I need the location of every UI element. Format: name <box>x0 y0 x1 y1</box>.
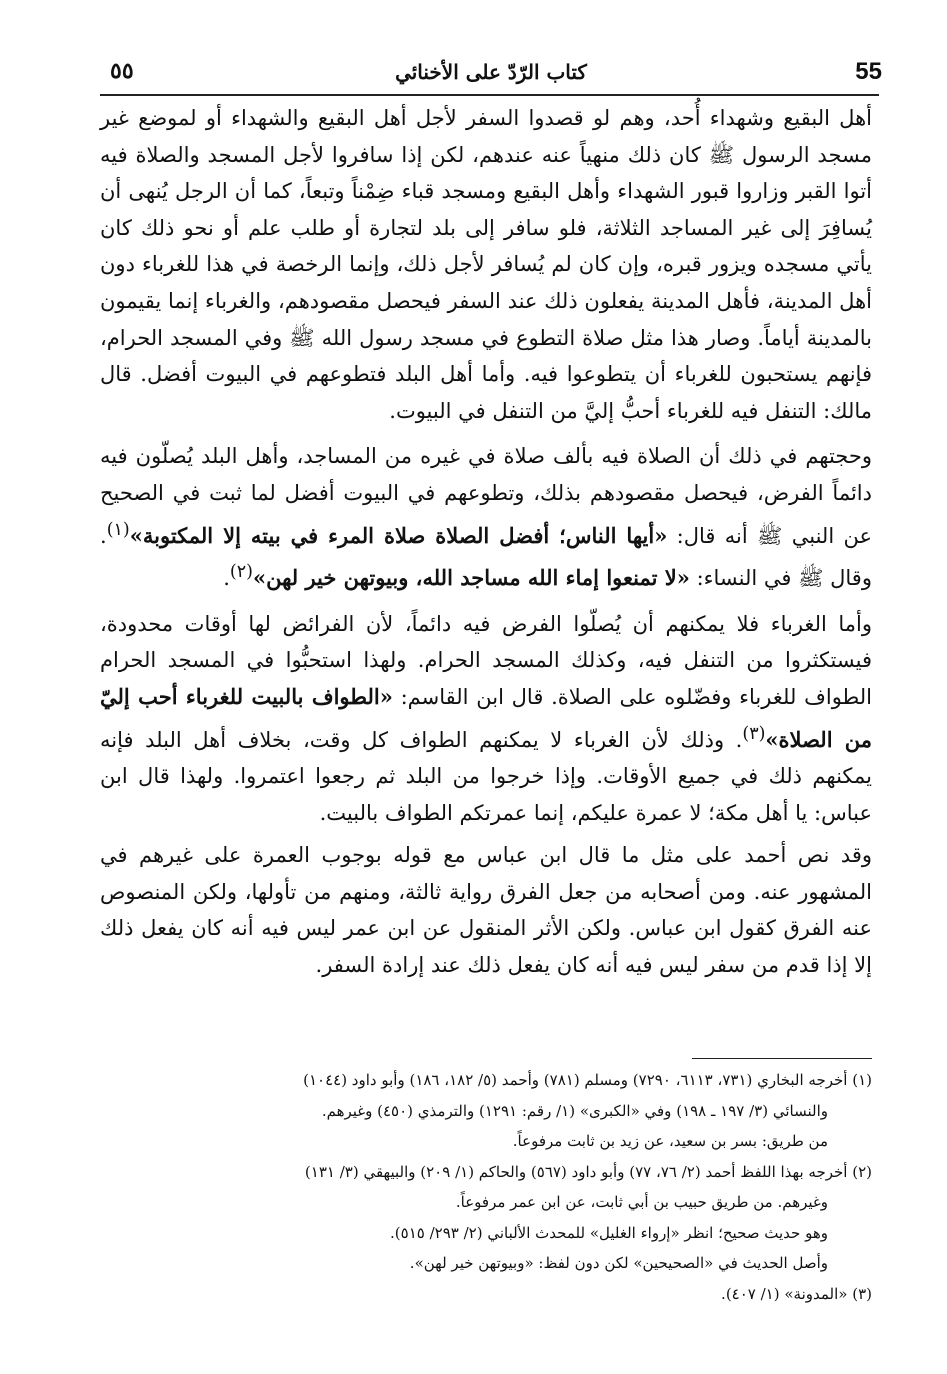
footnote-divider <box>692 1058 872 1059</box>
paragraph-3-text-a: وأما الغرباء فلا يمكنهم أن يُصلّوا الفرض فيه دائماً، لأن الفرائض لها أوقات محدودة، فيستكثروا من التنفل فيه، وكذلك المسجد الحرام. ولهذا استحبُّوا في المسجد الحرام الطواف للغرباء وفضّلوه على الصلاة. قال ابن القاسم: <box>100 611 873 709</box>
page-header <box>100 58 882 92</box>
footnotes <box>100 1065 872 1309</box>
footnote-2-line-4: وأصل الحديث في «الصحيحين» لكن دون لفظ: «وبيوتهن خير لهن». <box>409 1254 828 1272</box>
footnote-1-line-3: من طريق: بسر بن سعيد، عن زيد بن ثابت مرفوعاً. <box>512 1132 828 1150</box>
footnote-2-line-2: وغيرهم. من طريق حبيب بن أبي ثابت، عن ابن عمر مرفوعاً. <box>455 1193 828 1211</box>
footnote-ref-3: (٣) <box>742 723 766 744</box>
footnote-1-line-2: والنسائي (٣/ ١٩٧ ـ ١٩٨) وفي «الكبرى» (١/ رقم: ١٢٩١) والترمذي (٤٥٠) وغيرهم. <box>321 1101 828 1120</box>
paragraph-1: أهل البقيع وشهداء أُحد، وهم لو قصدوا السفر لأجل أهل البقيع والشهداء أو لموضع غير مسجد الرسول ﷺ كان ذلك منهياً عنه عندهم، لكن إذا سافروا لأجل المسجد والصلاة فيه أتوا القبر وزاروا قبور الشهداء وأهل البقيع ومسجد قباء ضِمْناً وتبعاً، كما أن الرجل يُنهى أن يُسافِرَ إلى غير المساجد الثلاثة، فلو سافر إلى بلد لتجارة أو طلب علم أو نحو ذلك كان يأتي مسجده ويزور قبره، وإن كان لم يُسافر لأجل ذلك، وإنما الرخصة في هذا للغرباء دون أهل المدينة، فأهل المدينة يفعلون ذلك عند السفر فيحصل مقصودهم، والغرباء إنما يقيمون بالمدينة أياماً. وصار هذا مثل صلاة التطوع في مسجد رسول الله ﷺ وفي المسجد الحرام، فإنهم يستحبون للغرباء أن يتطوعوا فيه. وأما أهل البلد فتطوعهم في البيوت أفضل. قال مالك: التنفل فيه للغرباء أحبُّ إليَّ من التنفل في البيوت. <box>100 106 872 423</box>
page-number-arabic: ٥٥ <box>110 58 134 84</box>
footnote-ref-1: (١) <box>106 519 130 540</box>
paragraph-3-text-b: . وذلك لأن الغرباء لا يمكنهم الطواف كل وقت، بخلاف أهل البلد فإنه يمكنهم ذلك في جميع الأوقات. وإذا خرجوا من البلد ثم رجعوا اعتمروا. ولهذا قال ابن عباس: يا أهل مكة؛ لا عمرة عليكم، إنما عمرتكم الطواف بالبيت. <box>100 727 872 825</box>
footnote-3-line-1: (٣) «المدونة» (١/ ٤٠٧). <box>721 1284 872 1303</box>
main-text <box>100 100 872 984</box>
paragraph-3 <box>100 606 872 832</box>
footnote-2-line-1: (٢) أخرجه بهذا اللفظ أحمد (٢/ ٧٦، ٧٧) وأبو داود (٥٦٧) والحاكم (١/ ٢٠٩) والبيهقي (٣/ ١٣١) <box>304 1162 872 1181</box>
paragraph-4: وقد نص أحمد على مثل ما قال ابن عباس مع قوله بوجوب العمرة على غيرهم في المشهور عنه. ومن أصحابه من جعل الفرق رواية ثالثة، ومنهم من تأولها، ولكن المنصوص عنه الفرق كقول ابن عباس. ولكن الأثر المنقول عن ابن عمر ليس فيه أنه كان يفعل ذلك إلا إذا قدم من سفر ليس فيه أنه كان يفعل ذلك عند إرادة السفر. <box>100 843 872 978</box>
hadith-quote-2: «لا تمنعوا إماء الله مساجد الله، وبيوتهن خير لهن» <box>252 565 690 591</box>
paragraph-2 <box>100 438 872 596</box>
footnote-2-line-3: وهو حديث صحيح؛ انظر «إرواء الغليل» للمحدث الألباني (٢/ ٢٩٣/ ٥١٥). <box>390 1223 828 1242</box>
book-title: كتاب الرّدّ على الأخنائي <box>395 60 587 84</box>
paragraph-2-text-c: . <box>223 566 230 591</box>
footnote-1-line-1: (١) أخرجه البخاري (٧٣١، ٦١١٣، ٧٢٩٠) ومسلم (٧٨١) وأحمد (٥/ ١٨٢، ١٨٦) وأبو داود (١٠٤٤) <box>303 1071 872 1089</box>
hadith-quote-1: «أيها الناس؛ أفضل الصلاة صلاة المرء في بيته إلا المكتوبة» <box>129 522 668 548</box>
footnote-ref-2: (٢) <box>229 562 253 583</box>
paragraph-2-text-a: وحجتهم في ذلك أن الصلاة فيه بألف صلاة في غيره من المساجد، وأهل البلد يُصلّون فيه دائماً الفرض، فيحصل مقصودهم بذلك، وتطوعهم في البيوت أفضل لما ثبت في الصحيح عن النبي ﷺ أنه قال: <box>100 444 872 548</box>
paragraph-2-text-b: . وقال ﷺ في النساء: <box>100 523 872 591</box>
page-number-latin: 55 <box>855 58 882 85</box>
header-divider <box>100 94 879 96</box>
ibn-qasim-quote: «الطواف بالبيت للغرباء أحب إليّ من الصلاة» <box>100 683 872 752</box>
